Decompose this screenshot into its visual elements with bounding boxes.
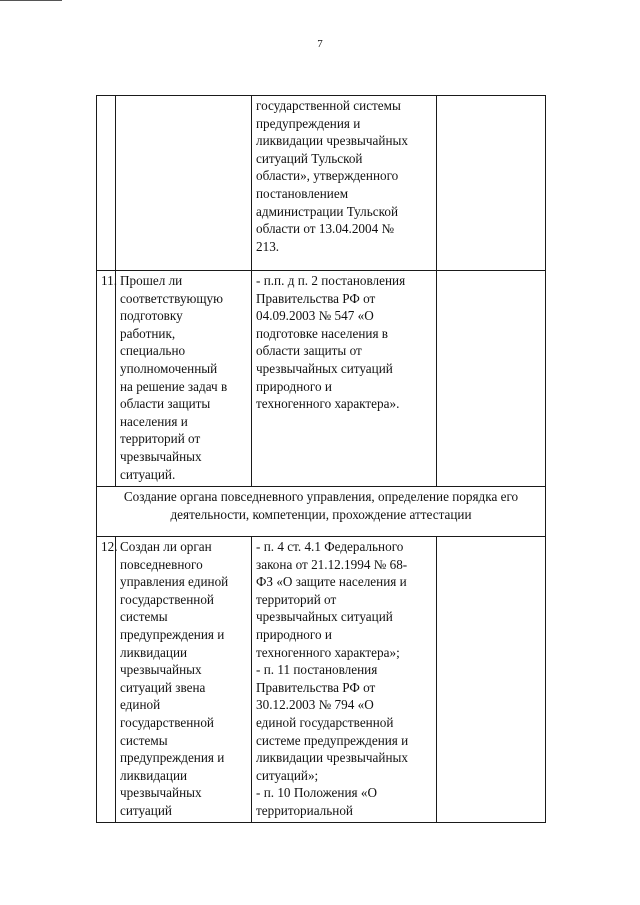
cell-number: 12. <box>97 537 116 823</box>
cell-question: Прошел ли соответствующую подготовку работник, специально уполномоченный на решение задач в области защиты населения и территорий от чрезвычайных ситуаций. <box>116 271 252 487</box>
table-row-11 <box>97 271 546 487</box>
cell-reference: - п. 4 ст. 4.1 Федерального закона от 21.12.1994 № 68- ФЗ «О защите населения и территорий от чрезвычайных ситуаций природного и техногенного характера»; - п. 11 постановления Правительства РФ от 30.12.2003 № 794 «О единой государственной системе предупреждения и ликвидации чрезвычайных ситуаций»; - п. 10 Положения «О территориальной <box>252 537 437 823</box>
cell-note <box>437 537 546 823</box>
section-header: Создание органа повседневного управления, определение порядка его деятельности, компетенции, прохождение аттестации <box>97 487 546 537</box>
cell-number <box>97 96 116 271</box>
scan-edge-mark <box>0 0 62 1</box>
cell-question: Создан ли орган повседневного управления единой государственной системы предупреждения и ликвидации чрезвычайных ситуаций звена единой государственной системы предупреждения и ликвидации чрезвычайных ситуаций <box>116 537 252 823</box>
table-row-12 <box>97 537 546 823</box>
cell-number: 11. <box>97 271 116 487</box>
checklist-table <box>96 95 546 823</box>
cell-reference: государственной системы предупреждения и ликвидации чрезвычайных ситуаций Тульской области», утвержденного постановлением администрации Тульской области от 13.04.2004 № 213. <box>252 96 437 271</box>
cell-reference: - п.п. д п. 2 постановления Правительства РФ от 04.09.2003 № 547 «О подготовке населения в области защиты от чрезвычайных ситуаций природного и техногенного характера». <box>252 271 437 487</box>
cell-question <box>116 96 252 271</box>
cell-note <box>437 96 546 271</box>
page-number: 7 <box>317 38 323 50</box>
section-header-row <box>97 487 546 537</box>
cell-note <box>437 271 546 487</box>
table-row-continued <box>97 96 546 271</box>
